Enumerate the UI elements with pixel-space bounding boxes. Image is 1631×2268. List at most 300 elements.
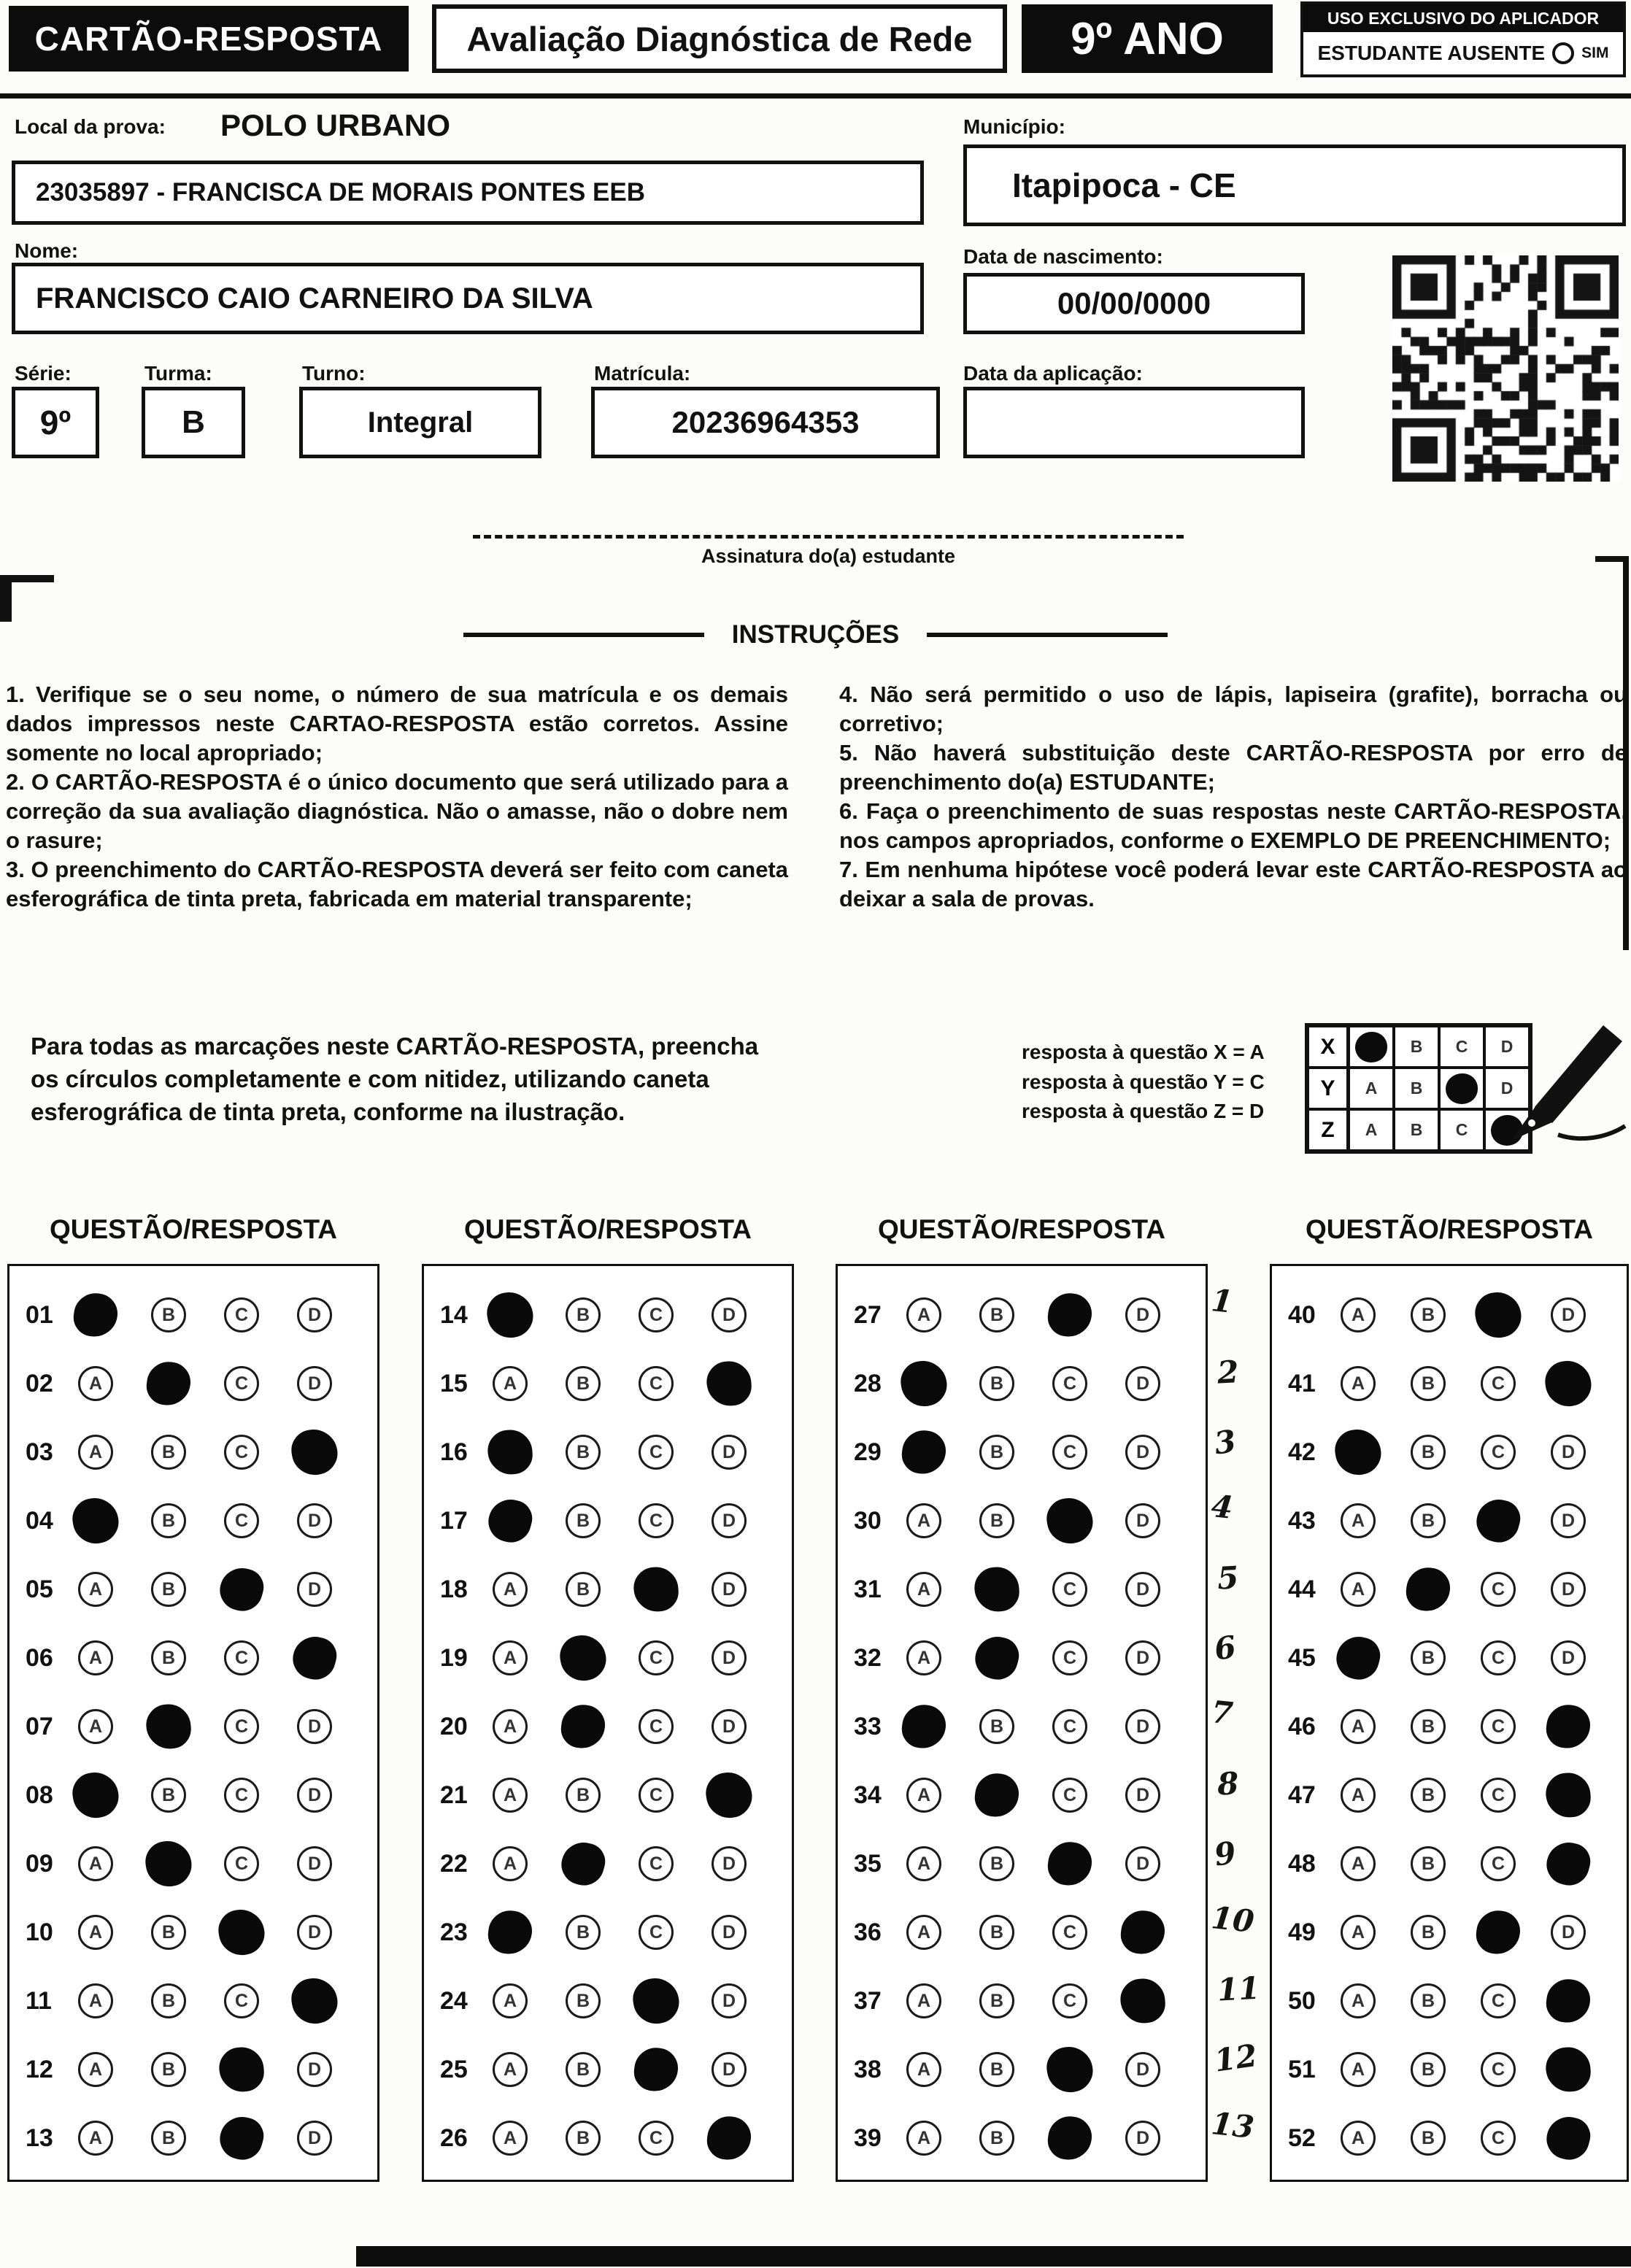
answer-bubble-38-D[interactable]: D [1125, 2052, 1160, 2087]
answer-bubble-47-B[interactable]: B [1411, 1778, 1446, 1813]
answer-bubble-27-D[interactable]: D [1125, 1297, 1160, 1332]
question-row-23 [424, 1898, 792, 1967]
answer-bubble-21-A[interactable]: A [493, 1778, 528, 1813]
answer-bubble-05-D[interactable]: D [297, 1572, 332, 1607]
answer-bubble-04-D[interactable]: D [297, 1503, 332, 1538]
answer-bubble-35-C-filled[interactable] [1046, 1840, 1094, 1888]
answer-bubble-29-D[interactable]: D [1125, 1435, 1160, 1470]
example-cell-X-B: B [1394, 1026, 1439, 1068]
question-row-19 [424, 1624, 792, 1692]
question-row-30 [838, 1486, 1206, 1555]
answer-bubble-24-A[interactable]: A [493, 1983, 528, 2018]
question-number: 20 [440, 1712, 468, 1740]
answer-bubble-23-D[interactable]: D [712, 1915, 747, 1950]
answer-bubble-29-C[interactable]: C [1052, 1435, 1087, 1470]
answer-bubble-30-A[interactable]: A [906, 1503, 941, 1538]
turno-field: Integral [299, 387, 541, 458]
answer-bubble-15-D-filled[interactable] [705, 1359, 752, 1407]
question-number: 01 [26, 1300, 53, 1329]
answer-bubble-25-A[interactable]: A [493, 2052, 528, 2087]
answer-bubble-50-C[interactable]: C [1481, 1983, 1516, 2018]
answer-bubble-33-C[interactable]: C [1052, 1709, 1087, 1744]
answer-bubble-46-D-filled[interactable] [1544, 1702, 1592, 1751]
answer-bubble-13-C-filled[interactable] [215, 2112, 268, 2164]
example-cell-Z-C: C [1439, 1109, 1484, 1151]
question-number: 37 [854, 1986, 882, 2015]
question-number: 15 [440, 1369, 468, 1397]
answer-bubble-06-C[interactable]: C [224, 1640, 259, 1675]
answer-bubble-20-D[interactable]: D [712, 1709, 747, 1744]
answer-bubble-17-B[interactable]: B [566, 1503, 601, 1538]
answer-bubble-32-A[interactable]: A [906, 1640, 941, 1675]
answer-bubble-29-B[interactable]: B [979, 1435, 1014, 1470]
answer-bubble-43-A[interactable]: A [1341, 1503, 1376, 1538]
answer-bubble-01-B[interactable]: B [151, 1297, 186, 1332]
question-number: 08 [26, 1781, 53, 1809]
question-row-39 [838, 2104, 1206, 2172]
answer-bubble-22-B-filled[interactable] [557, 1837, 609, 1890]
answer-bubble-43-D[interactable]: D [1551, 1503, 1586, 1538]
question-row-40 [1272, 1281, 1627, 1349]
question-row-20 [424, 1692, 792, 1761]
aplicacao-label: Data da aplicação: [963, 362, 1143, 385]
answer-bubble-02-C[interactable]: C [224, 1366, 259, 1401]
answer-bubble-16-C[interactable]: C [639, 1435, 674, 1470]
answer-bubble-23-C[interactable]: C [639, 1915, 674, 1950]
answer-bubble-09-C[interactable]: C [224, 1846, 259, 1881]
instruction-item-4: 4. Não será permitido o uso de lápis, lapiseira (grafite), borracha ou corretivo; [839, 682, 1627, 736]
answer-bubble-43-B[interactable]: B [1411, 1503, 1446, 1538]
answer-bubble-16-A-filled[interactable] [486, 1428, 533, 1476]
answer-bubble-36-B[interactable]: B [979, 1915, 1014, 1950]
answer-bubble-30-C-filled[interactable] [1044, 1494, 1095, 1546]
bottom-scan-bar [356, 2246, 1631, 2267]
question-row-01 [9, 1281, 377, 1349]
answer-bubble-34-D[interactable]: D [1125, 1778, 1160, 1813]
instruction-item-2: 2. O CARTÃO-RESPOSTA é o único documento que será utilizado para a correção da sua avaliação diagnóstica. Não o amasse, não o dobre nem o rasure; [6, 768, 788, 853]
answer-bubble-33-D[interactable]: D [1125, 1709, 1160, 1744]
answer-bubble-14-B[interactable]: B [566, 1297, 601, 1332]
answer-bubble-50-B[interactable]: B [1411, 1983, 1446, 2018]
answer-bubble-32-C[interactable]: C [1052, 1640, 1087, 1675]
question-number: 31 [854, 1575, 882, 1603]
answer-bubble-20-C[interactable]: C [639, 1709, 674, 1744]
question-row-02 [9, 1349, 377, 1418]
answer-bubble-24-D[interactable]: D [712, 1983, 747, 2018]
answer-bubble-45-D[interactable]: D [1551, 1640, 1586, 1675]
answer-bubble-52-A[interactable]: A [1341, 2121, 1376, 2156]
handwritten-number: 10 [1209, 1899, 1256, 1940]
answer-bubble-48-C[interactable]: C [1481, 1846, 1516, 1881]
answer-bubble-41-A[interactable]: A [1341, 1366, 1376, 1401]
answer-bubble-27-A[interactable]: A [906, 1297, 941, 1332]
question-number: 32 [854, 1643, 882, 1672]
question-row-45 [1272, 1624, 1627, 1692]
answer-bubble-03-D-filled[interactable] [288, 1426, 340, 1478]
answer-bubble-29-A-filled[interactable] [900, 1428, 948, 1476]
answer-bubble-08-D[interactable]: D [297, 1778, 332, 1813]
question-row-52 [1272, 2104, 1627, 2172]
turno-label: Turno: [302, 362, 366, 385]
answer-bubble-15-C[interactable]: C [639, 1366, 674, 1401]
answer-bubble-25-B[interactable]: B [566, 2052, 601, 2087]
answer-bubble-49-D[interactable]: D [1551, 1915, 1586, 1950]
answer-bubble-39-B[interactable]: B [979, 2121, 1014, 2156]
answer-bubble-39-A[interactable]: A [906, 2121, 941, 2156]
answer-bubble-35-A[interactable]: A [906, 1846, 941, 1881]
answer-bubble-27-B[interactable]: B [979, 1297, 1014, 1332]
question-row-46 [1272, 1692, 1627, 1761]
answer-bubble-49-C-filled[interactable] [1474, 1908, 1522, 1956]
answer-bubble-12-C-filled[interactable] [217, 2045, 265, 2093]
answer-bubble-52-B[interactable]: B [1411, 2121, 1446, 2156]
local-value: POLO URBANO [220, 108, 450, 142]
handwritten-number: 8 [1216, 1764, 1240, 1802]
answer-bubble-47-C[interactable]: C [1481, 1778, 1516, 1813]
answer-bubble-26-D-filled[interactable] [705, 2114, 753, 2162]
answer-bubble-48-D-filled[interactable] [1542, 1837, 1595, 1890]
answer-bubble-47-A[interactable]: A [1341, 1778, 1376, 1813]
answer-bubble-37-D-filled[interactable] [1119, 1977, 1166, 2024]
answer-bubble-11-C[interactable]: C [224, 1983, 259, 2018]
question-row-14 [424, 1281, 792, 1349]
answer-bubble-07-A[interactable]: A [78, 1709, 113, 1744]
example-row-label: Z [1308, 1109, 1349, 1151]
answer-bubble-09-B-filled[interactable] [142, 1837, 194, 1889]
answer-bubble-39-D[interactable]: D [1125, 2121, 1160, 2156]
answer-bubble-05-A[interactable]: A [78, 1572, 113, 1607]
answer-bubble-48-A[interactable]: A [1341, 1846, 1376, 1881]
answer-bubble-35-B[interactable]: B [979, 1846, 1014, 1881]
question-number: 17 [440, 1506, 468, 1535]
answer-bubble-35-D[interactable]: D [1125, 1846, 1160, 1881]
answer-bubble-11-D-filled[interactable] [288, 1975, 340, 2026]
answer-bubble-02-D[interactable]: D [297, 1366, 332, 1401]
nome-field: FRANCISCO CAIO CARNEIRO DA SILVA [12, 263, 924, 334]
answer-bubble-03-A[interactable]: A [78, 1435, 113, 1470]
answer-bubble-36-A[interactable]: A [906, 1915, 941, 1950]
handwritten-number: 7 [1209, 1693, 1235, 1732]
answer-bubble-45-B[interactable]: B [1411, 1640, 1446, 1675]
pen-illustration [1470, 996, 1631, 1168]
answer-bubble-42-B[interactable]: B [1411, 1435, 1446, 1470]
answer-bubble-24-C-filled[interactable] [630, 1975, 682, 2026]
answer-bubble-05-C-filled[interactable] [215, 1563, 268, 1616]
answer-bubble-46-C[interactable]: C [1481, 1709, 1516, 1744]
answer-bubble-03-C[interactable]: C [224, 1435, 259, 1470]
answer-bubble-05-B[interactable]: B [151, 1572, 186, 1607]
column-header-1: QUESTÃO/RESPOSTA [49, 1214, 338, 1244]
question-row-08 [9, 1761, 377, 1829]
question-number: 09 [26, 1849, 53, 1878]
answer-bubble-47-D-filled[interactable] [1544, 1771, 1592, 1818]
answer-bubble-13-D[interactable]: D [297, 2121, 332, 2156]
answer-bubble-40-A[interactable]: A [1341, 1297, 1376, 1332]
example-cell-Y-B: B [1394, 1068, 1439, 1109]
answer-bubble-19-B-filled[interactable] [557, 1632, 609, 1683]
question-number: 33 [854, 1712, 882, 1740]
question-number: 13 [26, 2124, 53, 2152]
answer-bubble-31-B-filled[interactable] [973, 1565, 1020, 1613]
question-number: 25 [440, 2055, 468, 2083]
handwritten-number: 2 [1216, 1353, 1240, 1391]
serie-label: Série: [15, 362, 72, 385]
answer-bubble-26-A[interactable]: A [493, 2121, 528, 2156]
question-row-11 [9, 1967, 377, 2035]
answer-bubble-04-C[interactable]: C [224, 1503, 259, 1538]
answer-bubble-08-C[interactable]: C [224, 1778, 259, 1813]
answer-bubble-30-B[interactable]: B [979, 1503, 1014, 1538]
answer-bubble-10-A[interactable]: A [78, 1915, 113, 1950]
answer-bubble-28-A-filled[interactable] [898, 1357, 949, 1409]
answer-bubble-50-A[interactable]: A [1341, 1983, 1376, 2018]
answer-bubble-18-B[interactable]: B [566, 1572, 601, 1607]
question-number: 23 [440, 1918, 468, 1946]
answer-bubble-14-C[interactable]: C [639, 1297, 674, 1332]
question-row-05 [9, 1555, 377, 1624]
question-number: 43 [1288, 1506, 1316, 1535]
answer-bubble-28-C[interactable]: C [1052, 1366, 1087, 1401]
answer-bubble-41-D-filled[interactable] [1542, 1357, 1594, 1409]
heading-rule-right [927, 633, 1168, 637]
answer-bubble-41-B[interactable]: B [1411, 1366, 1446, 1401]
answer-bubble-34-A[interactable]: A [906, 1778, 941, 1813]
answer-bubble-21-D-filled[interactable] [703, 1769, 755, 1821]
absent-option-label: SIM [1581, 45, 1609, 61]
answer-bubble-32-D[interactable]: D [1125, 1640, 1160, 1675]
handwritten-number: 1 [1209, 1281, 1235, 1320]
answer-bubble-11-B[interactable]: B [151, 1983, 186, 2018]
answer-bubble-27-C-filled[interactable] [1046, 1291, 1094, 1339]
answer-bubble-01-D[interactable]: D [297, 1297, 332, 1332]
answer-bubble-19-A[interactable]: A [493, 1640, 528, 1675]
answer-bubble-42-C[interactable]: C [1481, 1435, 1516, 1470]
question-row-21 [424, 1761, 792, 1829]
answer-bubble-32-B-filled[interactable] [971, 1632, 1023, 1684]
question-number: 14 [440, 1300, 468, 1329]
question-row-10 [9, 1898, 377, 1967]
answer-bubble-10-D[interactable]: D [297, 1915, 332, 1950]
question-row-41 [1272, 1349, 1627, 1418]
answer-bubble-25-C-filled[interactable] [632, 2045, 680, 2094]
answer-bubble-01-C[interactable]: C [224, 1297, 259, 1332]
question-number: 10 [26, 1918, 53, 1946]
instruction-item-5: 5. Não haverá substituição deste CARTÃO-RESPOSTA por erro de preenchimento do(a) ESTUDANTE; [839, 739, 1627, 795]
answer-bubble-08-A-filled[interactable] [69, 1769, 121, 1821]
answer-bubble-23-A-filled[interactable] [486, 1908, 534, 1956]
answer-bubble-50-D-filled[interactable] [1544, 1977, 1592, 2025]
handwritten-number: 4 [1209, 1487, 1235, 1526]
answer-bubble-36-C[interactable]: C [1052, 1915, 1087, 1950]
answer-bubble-04-B[interactable]: B [151, 1503, 186, 1538]
question-number: 36 [854, 1918, 882, 1946]
question-row-22 [424, 1829, 792, 1898]
answer-bubble-02-A[interactable]: A [78, 1366, 113, 1401]
question-row-26 [424, 2104, 792, 2172]
answer-bubble-11-A[interactable]: A [78, 1983, 113, 2018]
answer-bubble-49-B[interactable]: B [1411, 1915, 1446, 1950]
answer-bubble-08-B[interactable]: B [151, 1778, 186, 1813]
exam-title: Avaliação Diagnóstica de Rede [432, 4, 1007, 73]
question-row-09 [9, 1829, 377, 1898]
answer-bubble-16-D[interactable]: D [712, 1435, 747, 1470]
answer-bubble-14-D[interactable]: D [712, 1297, 747, 1332]
answer-bubble-12-B[interactable]: B [151, 2052, 186, 2087]
answer-bubble-18-D[interactable]: D [712, 1572, 747, 1607]
answer-bubble-16-B[interactable]: B [566, 1435, 601, 1470]
answer-bubble-06-D-filled[interactable] [288, 1632, 341, 1684]
answer-bubble-03-B[interactable]: B [151, 1435, 186, 1470]
answer-bubble-21-B[interactable]: B [566, 1778, 601, 1813]
question-number: 27 [854, 1300, 882, 1329]
answer-bubble-31-A[interactable]: A [906, 1572, 941, 1607]
answer-bubble-31-C[interactable]: C [1052, 1572, 1087, 1607]
absent-bubble[interactable] [1552, 42, 1574, 64]
question-number: 06 [26, 1643, 53, 1672]
answer-bubble-20-B-filled[interactable] [559, 1702, 607, 1751]
answer-bubble-21-C[interactable]: C [639, 1778, 674, 1813]
answer-bubble-28-B[interactable]: B [979, 1366, 1014, 1401]
answer-bubble-28-D[interactable]: D [1125, 1366, 1160, 1401]
answer-bubble-37-C[interactable]: C [1052, 1983, 1087, 2018]
answer-column-4 [1270, 1264, 1629, 2182]
answer-bubble-46-A[interactable]: A [1341, 1709, 1376, 1744]
answer-bubble-43-C-filled[interactable] [1472, 1494, 1524, 1547]
handwritten-number: 13 [1209, 2105, 1256, 2145]
answer-bubble-18-A[interactable]: A [493, 1572, 528, 1607]
answer-bubble-31-D[interactable]: D [1125, 1572, 1160, 1607]
answer-bubble-12-D[interactable]: D [297, 2052, 332, 2087]
example-legend [1022, 1038, 1293, 1127]
answer-bubble-40-D[interactable]: D [1551, 1297, 1586, 1332]
answer-bubble-07-B-filled[interactable] [144, 1702, 192, 1750]
school-field: 23035897 - FRANCISCA DE MORAIS PONTES EEB [12, 161, 924, 225]
answer-bubble-10-C-filled[interactable] [215, 1906, 267, 1958]
answer-bubble-15-A[interactable]: A [493, 1366, 528, 1401]
header-divider [0, 93, 1631, 99]
example-paragraph: Para todas as marcações neste CARTÃO-RESPOSTA, preencha os círculos completamente e com nitidez, utilizando caneta esferográfica de tinta preta, conforme na ilustração. [31, 1033, 759, 1125]
answer-bubble-18-C-filled[interactable] [632, 1565, 679, 1613]
answer-bubble-51-B[interactable]: B [1411, 2052, 1446, 2087]
handwritten-number: 12 [1211, 2037, 1260, 2079]
answer-bubble-36-D-filled[interactable] [1119, 1908, 1167, 1956]
answer-bubble-33-B[interactable]: B [979, 1709, 1014, 1744]
answer-bubble-09-D[interactable]: D [297, 1846, 332, 1881]
answer-bubble-48-B[interactable]: B [1411, 1846, 1446, 1881]
answer-bubble-44-B-filled[interactable] [1404, 1565, 1452, 1613]
answer-bubble-37-B[interactable]: B [979, 1983, 1014, 2018]
answer-bubble-51-D-filled[interactable] [1544, 2045, 1592, 2093]
answer-bubble-52-D-filled[interactable] [1542, 2112, 1595, 2164]
turma-field: B [142, 387, 245, 458]
answer-bubble-24-B[interactable]: B [566, 1983, 601, 2018]
example-cell-Z-A: A [1349, 1109, 1394, 1151]
answer-bubble-04-A-filled[interactable] [69, 1494, 121, 1546]
answer-bubble-14-A-filled[interactable] [484, 1289, 536, 1341]
answer-column-2 [422, 1264, 794, 2182]
answer-bubble-10-B[interactable]: B [151, 1915, 186, 1950]
answer-bubble-19-D[interactable]: D [712, 1640, 747, 1675]
answer-bubble-52-C[interactable]: C [1481, 2121, 1516, 2156]
answer-bubble-22-A[interactable]: A [493, 1846, 528, 1881]
answer-bubble-12-A[interactable]: A [78, 2052, 113, 2087]
question-row-13 [9, 2104, 377, 2172]
answer-bubble-45-C[interactable]: C [1481, 1640, 1516, 1675]
answer-bubble-46-B[interactable]: B [1411, 1709, 1446, 1744]
answer-bubble-23-B[interactable]: B [566, 1915, 601, 1950]
answer-bubble-44-C[interactable]: C [1481, 1572, 1516, 1607]
question-number: 46 [1288, 1712, 1316, 1740]
answer-bubble-44-A[interactable]: A [1341, 1572, 1376, 1607]
answer-bubble-06-A[interactable]: A [78, 1640, 113, 1675]
answer-bubble-26-C[interactable]: C [639, 2121, 674, 2156]
answer-bubble-13-B[interactable]: B [151, 2121, 186, 2156]
answer-bubble-17-A-filled[interactable] [484, 1494, 536, 1547]
answer-bubble-25-D[interactable]: D [712, 2052, 747, 2087]
answer-bubble-40-C-filled[interactable] [1472, 1289, 1524, 1341]
answer-bubble-42-D[interactable]: D [1551, 1435, 1586, 1470]
example-row-label: Y [1308, 1068, 1349, 1109]
answer-bubble-38-B[interactable]: B [979, 2052, 1014, 2087]
question-number: 41 [1288, 1369, 1316, 1397]
answer-bubble-26-B[interactable]: B [566, 2121, 601, 2156]
instruction-item-3: 3. O preenchimento do CARTÃO-RESPOSTA deverá ser feito com caneta esferográfica de tinta preta, fabricada em material transparente; [6, 856, 788, 911]
answer-bubble-20-A[interactable]: A [493, 1709, 528, 1744]
answer-bubble-38-C-filled[interactable] [1044, 2043, 1095, 2095]
answer-bubble-13-A[interactable]: A [78, 2121, 113, 2156]
answer-bubble-41-C[interactable]: C [1481, 1366, 1516, 1401]
answer-bubble-07-D[interactable]: D [297, 1709, 332, 1744]
answer-bubble-40-B[interactable]: B [1411, 1297, 1446, 1332]
answer-bubble-39-C-filled[interactable] [1046, 2114, 1094, 2162]
answer-bubble-51-A[interactable]: A [1341, 2052, 1376, 2087]
answer-bubble-45-A-filled[interactable] [1332, 1632, 1384, 1684]
instructions-heading [0, 620, 1631, 649]
answer-bubble-22-C[interactable]: C [639, 1846, 674, 1881]
answer-bubble-01-A-filled[interactable] [72, 1291, 120, 1339]
question-row-18 [424, 1555, 792, 1624]
answer-bubble-15-B[interactable]: B [566, 1366, 601, 1401]
question-row-03 [9, 1418, 377, 1486]
answer-bubble-09-A[interactable]: A [78, 1846, 113, 1881]
example-legend-z: resposta à questão Z = D [1022, 1100, 1265, 1123]
answer-bubble-42-A-filled[interactable] [1332, 1426, 1384, 1478]
grade-badge: 9º ANO [1022, 4, 1273, 73]
instruction-item-1: 1. Verifique se o seu nome, o número de sua matrícula e os demais dados impressos neste CARTAO-RESPOSTA estão corretos. Assine somente no local apropriado; [6, 682, 788, 765]
answer-bubble-34-B-filled[interactable] [973, 1771, 1021, 1819]
answer-bubble-51-C[interactable]: C [1481, 2052, 1516, 2087]
answer-bubble-02-B-filled[interactable] [144, 1359, 193, 1408]
answer-bubble-17-C[interactable]: C [639, 1503, 674, 1538]
answer-bubble-06-B[interactable]: B [151, 1640, 186, 1675]
answer-bubble-38-A[interactable]: A [906, 2052, 941, 2087]
answer-bubble-44-D[interactable]: D [1551, 1572, 1586, 1607]
answer-bubble-07-C[interactable]: C [224, 1709, 259, 1744]
example-cell-X-C: C [1439, 1026, 1484, 1068]
answer-bubble-37-A[interactable]: A [906, 1983, 941, 2018]
answer-bubble-22-D[interactable]: D [712, 1846, 747, 1881]
answer-bubble-49-A[interactable]: A [1341, 1915, 1376, 1950]
instruction-item-7: 7. Em nenhuma hipótese você poderá levar este CARTÃO-RESPOSTA ao deixar a sala de provas. [839, 856, 1627, 911]
answer-column-1 [7, 1264, 379, 2182]
answer-bubble-34-C[interactable]: C [1052, 1778, 1087, 1813]
answer-bubble-19-C[interactable]: C [639, 1640, 674, 1675]
question-number: 45 [1288, 1643, 1316, 1672]
answer-bubble-17-D[interactable]: D [712, 1503, 747, 1538]
answer-bubble-33-A-filled[interactable] [900, 1702, 948, 1751]
answer-bubble-30-D[interactable]: D [1125, 1503, 1160, 1538]
question-number: 48 [1288, 1849, 1316, 1878]
